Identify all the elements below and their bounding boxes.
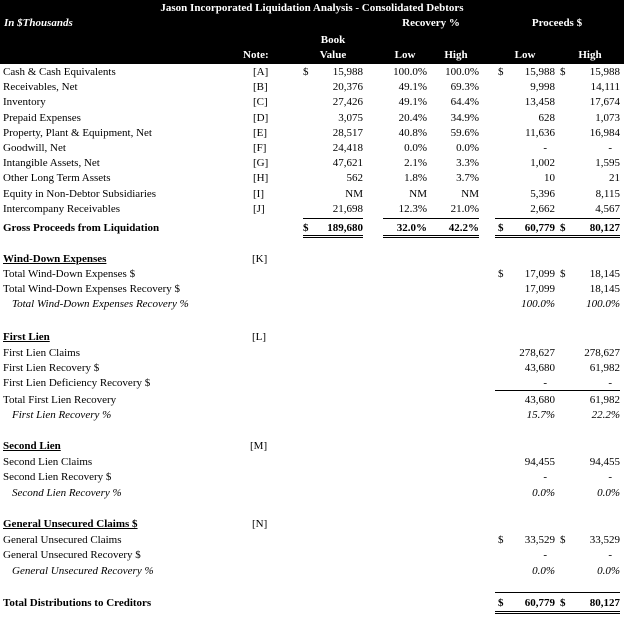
gross-bottom-double-rule [303, 235, 363, 238]
gross-recovery-high: 42.2% [448, 222, 479, 234]
currency-symbol: $ [498, 597, 504, 609]
recovery-low-header: Low [394, 49, 416, 61]
asset-recovery-low: NM [409, 188, 427, 200]
first-lien-total-rule [495, 390, 620, 391]
wind-down-recovery-pct-low: 100.0% [521, 298, 555, 310]
asset-proceeds-low: - [543, 142, 547, 154]
recovery-high-header: High [444, 49, 468, 61]
general-unsecured-claims-high: 33,529 [589, 534, 620, 546]
asset-recovery-low: 12.3% [398, 203, 427, 215]
gross-bottom-double-rule [495, 235, 620, 238]
asset-note: [I] [253, 188, 264, 200]
gross-book-value: 189,680 [327, 222, 363, 234]
proceeds-group-header: Proceeds $ [531, 17, 583, 29]
asset-label: Equity in Non-Debtor Subsidiaries [3, 188, 157, 200]
asset-recovery-low: 1.8% [404, 172, 427, 184]
currency-symbol: $ [498, 534, 504, 546]
asset-recovery-high: NM [461, 188, 479, 200]
asset-recovery-low: 0.0% [404, 142, 427, 154]
proceeds-high-header: High [578, 49, 602, 61]
general-unsecured-recovery-pct-low: 0.0% [532, 565, 555, 577]
second-lien-claims-low: 94,455 [524, 456, 555, 468]
asset-recovery-high: 21.0% [450, 203, 479, 215]
general-unsecured-title: General Unsecured Claims $ [3, 518, 138, 530]
asset-proceeds-low: 9,998 [530, 81, 555, 93]
asset-book-value: 3,075 [338, 112, 363, 124]
proceeds-low-header: Low [514, 49, 536, 61]
asset-note: [C] [253, 96, 268, 108]
asset-recovery-low: 49.1% [398, 96, 427, 108]
currency-symbol: $ [560, 222, 566, 234]
asset-proceeds-high: - [608, 142, 612, 154]
second-lien-recovery-pct-high: 0.0% [597, 487, 620, 499]
currency-symbol: $ [560, 66, 566, 78]
asset-recovery-high: 3.7% [456, 172, 479, 184]
asset-book-value: 15,988 [332, 66, 363, 78]
first-lien-note: [L] [252, 331, 267, 343]
asset-book-value: 47,621 [332, 157, 363, 169]
wind-down-expenses-high: 18,145 [589, 268, 620, 280]
total-distributions-low: 60,779 [524, 597, 555, 609]
second-lien-recovery-pct-label: Second Lien Recovery % [12, 487, 122, 499]
asset-proceeds-high: 15,988 [589, 66, 620, 78]
second-lien-recovery-high: - [608, 471, 612, 483]
total-distributions-high: 80,127 [589, 597, 620, 609]
gross-top-rule [383, 218, 479, 219]
table-header [0, 0, 624, 64]
asset-recovery-low: 100.0% [393, 66, 427, 78]
gross-proceeds-low: 60,779 [524, 222, 555, 234]
asset-proceeds-high: 8,115 [595, 188, 620, 200]
wind-down-recovery-low: 17,099 [524, 283, 555, 295]
first-lien-deficiency-label: First Lien Deficiency Recovery $ [3, 377, 151, 389]
wind-down-recovery-pct-high: 100.0% [586, 298, 620, 310]
wind-down-recovery-pct-label: Total Wind-Down Expenses Recovery % [12, 298, 189, 310]
first-lien-total-low: 43,680 [524, 394, 555, 406]
asset-note: [J] [253, 203, 265, 215]
first-lien-recovery-pct-label: First Lien Recovery % [12, 409, 112, 421]
first-lien-claims-low: 278,627 [519, 347, 555, 359]
general-unsecured-claims-low: 33,529 [524, 534, 555, 546]
asset-book-value: 27,426 [332, 96, 363, 108]
wind-down-recovery-label: Total Wind-Down Expenses Recovery $ [3, 283, 180, 295]
general-unsecured-recovery-low: - [543, 549, 547, 561]
second-lien-note: [M] [250, 440, 268, 452]
asset-proceeds-high: 16,984 [589, 127, 620, 139]
asset-note: [E] [253, 127, 268, 139]
asset-recovery-low: 20.4% [398, 112, 427, 124]
gross-proceeds-high: 80,127 [589, 222, 620, 234]
asset-proceeds-low: 1,002 [530, 157, 555, 169]
asset-book-value: 20,376 [332, 81, 363, 93]
general-unsecured-recovery-label: General Unsecured Recovery $ [3, 549, 141, 561]
first-lien-deficiency-high: - [608, 377, 612, 389]
asset-proceeds-high: 14,111 [590, 81, 620, 93]
asset-recovery-high: 34.9% [450, 112, 479, 124]
currency-symbol: $ [560, 268, 566, 280]
asset-label: Cash & Cash Equivalents [3, 66, 116, 78]
asset-proceeds-high: 1,595 [595, 157, 620, 169]
recovery-group-header: Recovery % [402, 17, 460, 29]
note-header: Note: [243, 49, 269, 61]
currency-symbol: $ [498, 222, 504, 234]
wind-down-expenses-low: 17,099 [524, 268, 555, 280]
asset-label: Intercompany Receivables [3, 203, 120, 215]
asset-proceeds-low: 11,636 [525, 127, 555, 139]
first-lien-recovery-low: 43,680 [524, 362, 555, 374]
general-unsecured-recovery-pct-label: General Unsecured Recovery % [12, 565, 154, 577]
currency-symbol: $ [498, 268, 504, 280]
asset-proceeds-low: 15,988 [524, 66, 555, 78]
asset-book-value: NM [345, 188, 363, 200]
currency-symbol: $ [303, 66, 309, 78]
table-title: Jason Incorporated Liquidation Analysis - Consolidated Debtors [160, 2, 464, 14]
asset-note: [H] [253, 172, 269, 184]
asset-proceeds-low: 5,396 [530, 188, 555, 200]
total-distributions-label: Total Distributions to Creditors [3, 597, 152, 609]
asset-book-value: 21,698 [332, 203, 363, 215]
asset-recovery-high: 100.0% [445, 66, 479, 78]
first-lien-deficiency-low: - [543, 377, 547, 389]
asset-proceeds-low: 628 [538, 112, 555, 124]
asset-recovery-low: 40.8% [398, 127, 427, 139]
first-lien-total-label: Total First Lien Recovery [3, 394, 117, 406]
wind-down-expenses-label: Total Wind-Down Expenses $ [3, 268, 136, 280]
first-lien-total-high: 61,982 [589, 394, 620, 406]
first-lien-recovery-high: 61,982 [589, 362, 620, 374]
asset-recovery-high: 69.3% [450, 81, 479, 93]
book-header-line2: Value [319, 49, 347, 61]
asset-book-value: 562 [346, 172, 363, 184]
first-lien-recovery-pct-low: 15.7% [526, 409, 555, 421]
currency-symbol: $ [560, 597, 566, 609]
gross-top-rule [303, 218, 363, 219]
general-unsecured-recovery-pct-high: 0.0% [597, 565, 620, 577]
asset-proceeds-low: 13,458 [524, 96, 555, 108]
wind-down-recovery-high: 18,145 [589, 283, 620, 295]
units-label: In $Thousands [4, 17, 73, 29]
first-lien-recovery-label: First Lien Recovery $ [3, 362, 100, 374]
asset-book-value: 24,418 [332, 142, 363, 154]
currency-symbol: $ [560, 534, 566, 546]
asset-recovery-low: 2.1% [404, 157, 427, 169]
asset-proceeds-high: 17,674 [589, 96, 620, 108]
wind-down-note: [K] [252, 253, 268, 265]
asset-note: [A] [253, 66, 269, 78]
asset-label: Prepaid Expenses [3, 112, 81, 124]
asset-label: Inventory [3, 96, 46, 108]
book-header-line1: Book [320, 34, 346, 46]
general-unsecured-recovery-high: - [608, 549, 612, 561]
second-lien-recovery-label: Second Lien Recovery $ [3, 471, 112, 483]
asset-label: Other Long Term Assets [3, 172, 111, 184]
total-bottom-double-rule [495, 611, 620, 614]
first-lien-recovery-pct-high: 22.2% [591, 409, 620, 421]
asset-recovery-high: 3.3% [456, 157, 479, 169]
asset-label: Property, Plant & Equipment, Net [3, 127, 152, 139]
general-unsecured-note: [N] [252, 518, 268, 530]
asset-proceeds-low: 10 [544, 172, 555, 184]
asset-proceeds-high: 1,073 [595, 112, 620, 124]
asset-recovery-high: 0.0% [456, 142, 479, 154]
currency-symbol: $ [303, 222, 309, 234]
asset-note: [D] [253, 112, 269, 124]
second-lien-recovery-low: - [543, 471, 547, 483]
asset-proceeds-high: 21 [609, 172, 620, 184]
currency-symbol: $ [498, 66, 504, 78]
asset-note: [B] [253, 81, 268, 93]
total-top-rule [495, 592, 620, 593]
asset-book-value: 28,517 [332, 127, 363, 139]
asset-proceeds-low: 2,662 [530, 203, 555, 215]
first-lien-claims-label: First Lien Claims [3, 347, 80, 359]
asset-label: Goodwill, Net [3, 142, 66, 154]
wind-down-title: Wind-Down Expenses [3, 253, 107, 265]
second-lien-claims-label: Second Lien Claims [3, 456, 93, 468]
first-lien-title: First Lien [3, 331, 50, 343]
asset-recovery-high: 64.4% [450, 96, 479, 108]
asset-label: Intangible Assets, Net [3, 157, 100, 169]
second-lien-claims-high: 94,455 [589, 456, 620, 468]
second-lien-title: Second Lien [3, 440, 61, 452]
asset-proceeds-high: 4,567 [595, 203, 620, 215]
asset-recovery-low: 49.1% [398, 81, 427, 93]
first-lien-claims-high: 278,627 [584, 347, 620, 359]
gross-recovery-low: 32.0% [396, 222, 427, 234]
asset-recovery-high: 59.6% [450, 127, 479, 139]
second-lien-recovery-pct-low: 0.0% [532, 487, 555, 499]
gross-top-rule [495, 218, 620, 219]
asset-label: Receivables, Net [3, 81, 78, 93]
general-unsecured-claims-label: General Unsecured Claims [3, 534, 122, 546]
gross-bottom-double-rule [383, 235, 479, 238]
asset-note: [G] [253, 157, 269, 169]
asset-note: [F] [253, 142, 267, 154]
gross-label: Gross Proceeds from Liquidation [3, 222, 160, 234]
